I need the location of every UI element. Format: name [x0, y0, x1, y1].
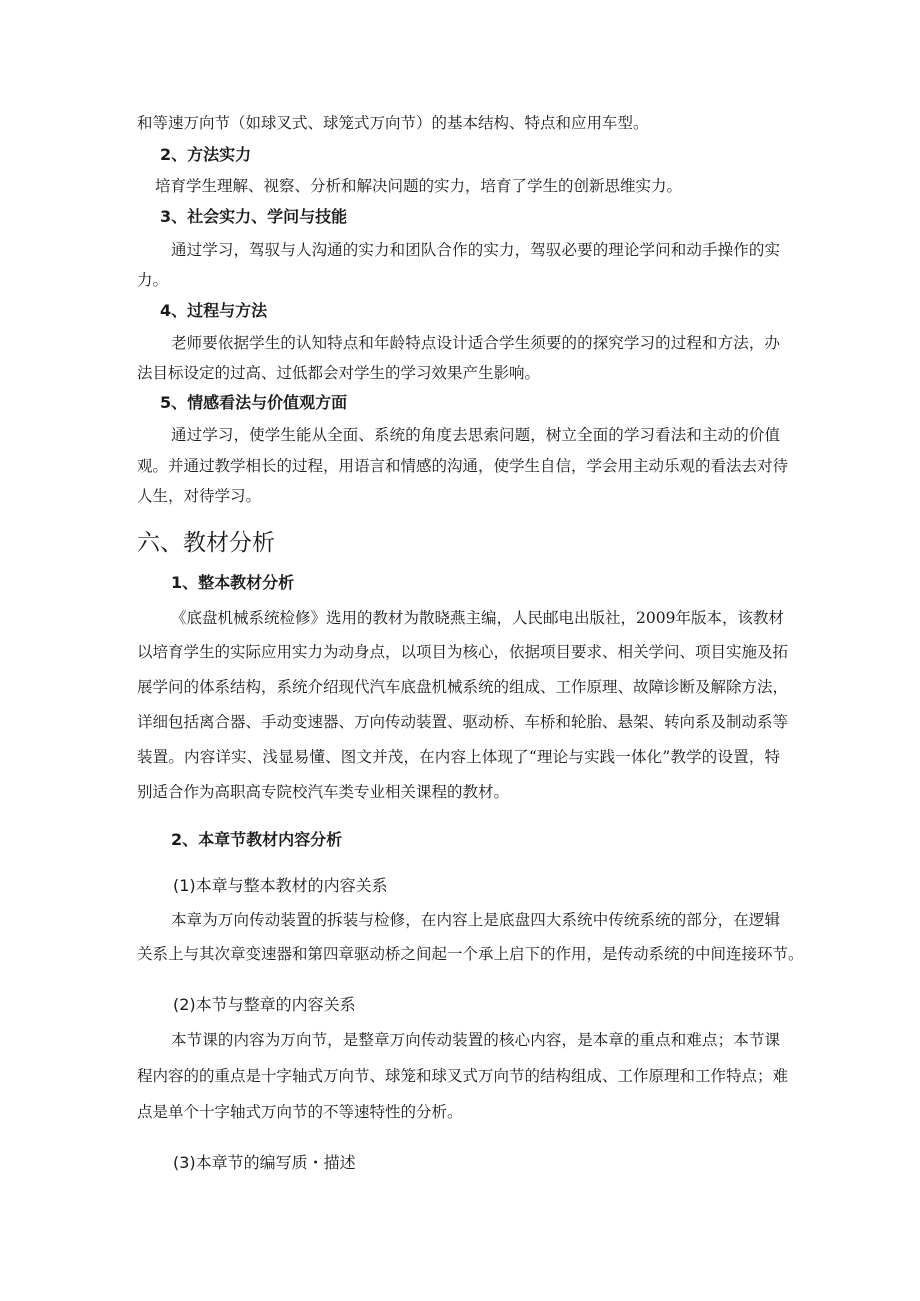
whole-textbook-paragraph-line: 别适合作为高职高专院校汽车类专业相关课程的教材。 — [137, 783, 510, 801]
method-paragraph: 培育学生理解、视察、分析和解决问题的实力，培育了学生的创新思维实力。 — [155, 177, 683, 195]
chapter-analysis-heading: 2、本章节教材内容分析 — [171, 830, 343, 849]
process-heading: 4、过程与方法 — [160, 301, 268, 320]
emotion-heading: 5、情感看法与价值观方面 — [160, 393, 348, 412]
whole-textbook-paragraph-line: 以培育学生的实际应用实力为动身点，以项目为核心，依据项目要求、相关学问、项目实施及拓 — [137, 643, 789, 661]
whole-textbook-paragraph-line: 展学问的体系结构，系统介绍现代汽车底盘机械系统的组成、工作原理、故障诊断及解除方法， — [137, 678, 789, 696]
process-paragraph-line: 法目标设定的过高、过低都会对学生的学习效果产生影响。 — [137, 364, 541, 382]
social-paragraph-line: 力。 — [137, 271, 169, 289]
section-relation-paragraph-line: 点是单个十字轴式万向节的不等速特性的分析。 — [137, 1103, 463, 1121]
chapter-relation-heading: (1)本章与整本教材的内容关系 — [173, 876, 388, 895]
process-paragraph-line: 老师要依据学生的认知特点和年龄特点设计适合学生须要的的探究学习的过程和方法，办 — [171, 334, 780, 352]
goals-paragraph-line: 和等速万向节（如球叉式、球笼式万向节）的基本结构、特点和应用车型。 — [137, 114, 649, 132]
section-relation-paragraph-line: 本节课的内容为万向节，是整章万向传动装置的核心内容，是本章的重点和难点；本节课 — [171, 1031, 780, 1049]
method-heading: 2、方法实力 — [160, 145, 252, 164]
section-relation-paragraph-line: 程内容的的重点是十字轴式万向节、球笼和球叉式万向节的结构组成、工作原理和工作特点；难 — [137, 1067, 789, 1085]
chapter-relation-paragraph-line: 关系上与其次章变速器和第四章驱动桥之间起一个承上启下的作用，是传动系统的中间连接环节。 — [137, 945, 804, 963]
section-title: 六、教材分析 — [137, 530, 275, 556]
whole-textbook-paragraph-line: 装置。内容详实、浅显易懂、图文并茂，在内容上体现了“理论与实践一体化”教学的设置，特 — [137, 748, 780, 766]
emotion-paragraph-line: 观。并通过教学相长的过程，用语言和情感的沟通，使学生自信，学会用主动乐观的看法去对待 — [137, 457, 789, 475]
emotion-paragraph-line: 人生，对待学习。 — [137, 487, 262, 505]
social-heading: 3、社会实力、学问与技能 — [160, 207, 348, 226]
whole-textbook-heading: 1、整本教材分析 — [171, 573, 295, 592]
section-relation-heading: (2)本节与整章的内容关系 — [173, 995, 356, 1014]
writing-quality-heading: (3)本章节的编写质・描述 — [173, 1153, 356, 1172]
social-paragraph-line: 通过学习，驾驭与人沟通的实力和团队合作的实力，驾驭必要的理论学问和动手操作的实 — [171, 241, 780, 259]
whole-textbook-paragraph-line: 详细包括离合器、手动变速器、万向传动装置、驱动桥、车桥和轮胎、悬架、转向系及制动系等 — [137, 713, 789, 731]
chapter-relation-paragraph-line: 本章为万向传动装置的拆装与检修，在内容上是底盘四大系统中传统系统的部分，在逻辑 — [171, 911, 780, 929]
emotion-paragraph-line: 通过学习，使学生能从全面、系统的角度去思索问题，树立全面的学习看法和主动的价值 — [171, 426, 780, 444]
whole-textbook-paragraph-line: 《底盘机械系统检修》选用的教材为散晓燕主编，人民邮电出版社，2009年版本，该教材 — [171, 609, 784, 627]
